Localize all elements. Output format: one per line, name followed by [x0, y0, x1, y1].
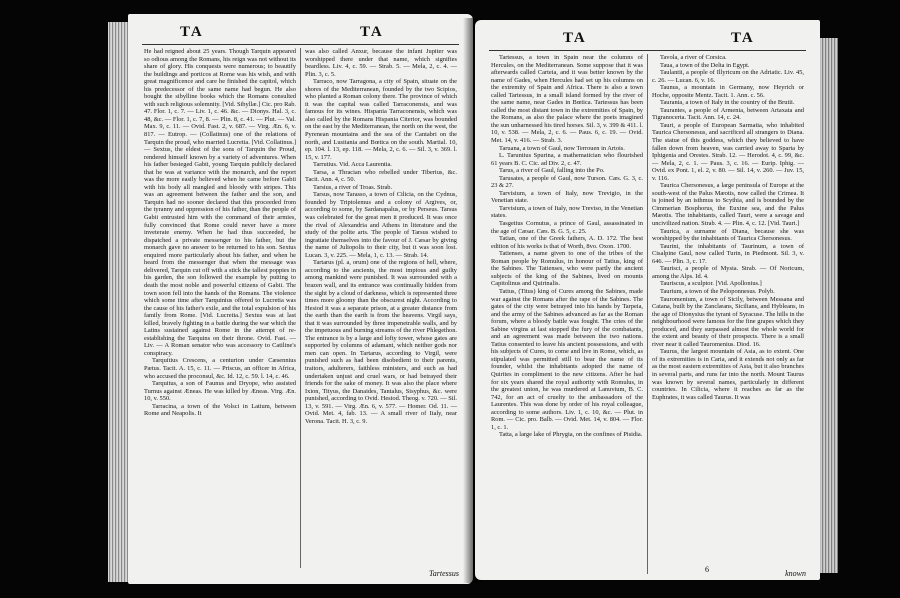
dictionary-entry: Taurini, the inhabitants of Taurinum, a town of Cisalpine Gaul, now called Turin, in Piedmont. Sil. 3, v. 646. — Plin. 3, c. 17. [652, 242, 804, 265]
right-page-edges [818, 38, 838, 573]
left-page-edges [108, 22, 130, 582]
dictionary-entry: Tarquitius Crescens, a centurion under Cæsennius Pætus. Tacit. A. 15, c. 11. — Priscus, an officer in Africa, who accused the proconsul, &c. Id. 12, c. 59. l. 14, c. 46. [144, 357, 296, 380]
left-head-rule [142, 44, 459, 45]
right-head-right: TA [731, 30, 755, 46]
right-col-1 [491, 54, 643, 574]
left-head-right: TA [360, 24, 384, 40]
dictionary-entry: Tartarus (pl. a, orum) one of the regions of hell, where, according to the ancients, the most impious and guilty among mankind were punished. It was surrounded with a brazen wall, and its entrance was continually hidden from the sight by a cloud of darkness, which is represented three times more gloomy than the obscurest night. According to Hesiod it was a separate prison, at a greater distance from the earth than the earth is from the heavens. Virgil says, that it was surrounded by three impenetrable walls, and by the impetuous and burning streams of the river Phlegethon. The entrance is by a large and lofty tower, whose gates are supported by columns of adamant, which neither gods nor men can open. In Tartarus, according to Virgil, were punished such as had been disobedient to their parents, traitors, adulterers, faithless ministers, and such as had undertaken unjust and cruel wars, or had betrayed their friends for the sake of money. It was also the place where Ixion, Tityus, the Danaides, Tantalus, Sisyphus, &c. were punished, according to Ovid. Hesiod. Theog. v. 720. — Sil. 13, v. 591. — Virg. Æn. 6, v. 577. — Homer. Od. 11. — Ovid. Met. 4, fab. 13. — A small river of Italy, near Verona. Tacit. H. 3, c. 9. [305, 259, 457, 425]
open-book [108, 8, 838, 588]
left-head-left: TA [180, 24, 204, 40]
dictionary-entry: Taurus, the largest mountain of Asia, as to extent. One of its extremities is in Caria, and it extends not only as far as the most eastern extremities of Asia, but it also branches in several parts, and runs far into the north. Mount Taurus was known by several names, particularly in different countries. In Cilicia, where it reaches as far as the Euphrates, it was called Taurus. It was [652, 348, 804, 401]
dictionary-entry: Tarquitus, a son of Faunus and Dryope, who assisted Turnus against Æneas. He was killed by Æneas. Virg. Æn. 10, v. 550. [144, 380, 296, 403]
left-page [128, 14, 473, 584]
right-column-divider [647, 54, 648, 574]
dictionary-entry: Taurisci, a people of Mysia. Strab. — Of Noricum, among the Alps. Id. 4. [652, 265, 804, 280]
dictionary-entry: Taurica, a surname of Diana, because she was worshipped by the inhabitants of Taurica Chersonesus. [652, 227, 804, 243]
dictionary-entry: Tauri, a people of European Sarmatia, who inhabited Taurica Chersonesus, and sacrificed all strangers to Diana. The statue of this goddess, which they believed to have fallen down from heaven, was carried away to Sparta by Iphigenia and Orestes. Strab. 12. — Herodot. 4, c. 99, &c. — Mela, 2, c. 1. — Paus. 3, c. 16. — Eurip. Iphig. — Ovid. ex Pont. 1, el. 2, v. 80. — Sil. 14, v. 260. — Juv. 15, v. 116. [652, 121, 804, 182]
dictionary-entry: Tartessus, a town in Spain near the columns of Hercules, on the Mediterranean. Some suppose that it was afterwards called Carteia, and it was better known by the name of Gades, when Hercules had set up his columns on the extremity of Spain and Africa. There is also a town called Tartessus, in a small island formed by the river of the same name, near Gades in Bœtica. Tartessus has been called the most distant town in the extremities of Spain, by the Romans, as also the palace where the poets imagined the sun unharnessed his tired horses. Sil. 3, v. 399 & 411. l. 10, v. 538. — Mela, 2, c. 6. — Paus. 6, c. 19. — Ovid. Met. 14, v. 416. — Strab. 3. [491, 54, 643, 145]
dictionary-entry: Tatta, a large lake of Phrygia, on the confines of Pisidia. [499, 431, 643, 439]
left-column-divider [300, 48, 301, 568]
dictionary-entry: Tauriscus, a sculptor. [Vid. Apollonius.] [660, 280, 762, 288]
right-head-rule [489, 50, 806, 51]
dictionary-entry: L. Taruntius Spurina, a mathematician who flourished 61 years B. C. Cic. ad Div. 2, c. 47. [491, 152, 643, 167]
dictionary-entry: Tarus, a river of Gaul, falling into the Po. [499, 167, 605, 175]
dictionary-entry: Taua, a town of the Delta in Egypt. [660, 61, 750, 69]
dictionary-entry: Tarvisium, a town of Italy, now Trevigio, in the Venetian state. [491, 189, 643, 205]
dictionary-entry: Taruana, a town of Gaul, now Terrouen in Artois. [499, 144, 625, 152]
dictionary-entry: Tarsa, a Thracian who rebelled under Tiberius, &c. Tacit. Ann. 4, c. 50. [305, 168, 457, 184]
dictionary-entry: Taurania, a town of Italy in the country of the Brutii. [660, 99, 795, 107]
right-col-2 [652, 54, 804, 574]
right-catchword: known [785, 569, 806, 578]
left-col-2 [305, 48, 457, 568]
dictionary-entry: Taurica Chersonesus, a large peninsula of Europe at the south-west of the Palus Mæotis, now called the Crimea. It is joined by an isthmus to Scythia, and is bounded by the Cimmerian Bosphorus, the Euxine sea, and the Palus Mæotis. The inhabitants, called Tauri, were a savage and uncivilized nation. Strab. 4. — Plin. 4, c. 12. [Vid. Tauri.] [652, 182, 804, 228]
dictionary-entry: Taulantii, a people of Illyricum on the Adriatic. Liv. 45, c. 26. — Lucan. 6, v. 16. [652, 69, 804, 84]
dictionary-entry: Tarsius, a river of Troas. Strab. [313, 183, 393, 191]
dictionary-entry: was also called Anxur, because the infant Jupiter was worshipped there under that name, which signifies beardless. Liv. 4, c. 59. — Strab. 5. — Mela, 2, c. 4. — Plin. 3, c. 5. [305, 48, 457, 78]
dictionary-entry: Taurium, a town of the Peloponnesus. Polyb. [660, 287, 775, 295]
dictionary-entry: Tatius, (Titus) king of Cures among the Sabines, made war against the Romans after the rape of the Sabines. The gates of the city were betrayed into his hands by Tarpeia, and the army of the Sabines advanced as far as the Roman forum, where a bloody battle was fought. The cries of the Sabine virgins at last stopped the fury of the combatants, and an agreement was made between the two nations. Tatius consented to leave his ancient possessions, and with his subjects of Cures, to come and live in Rome, which, as stipulated was permitted still to bear the name of its founder, whilst the inhabitants adopted the name of Quirites in compliment to the new citizens. After he had for six years shared the royal authority with Romulus, in the greatest union, he was murdered at Lanuvium, B. C. 742, for an act of cruelty to the ambassadors of the Laurentes. This was done by order of his royal colleague, according to some authors. Liv. 1, c. 10, &c. — Plut. in Rom. — Cic. pro. Balb. — Ovid. Met. 14, v. 804. — Flor. 1, c. 1. [491, 287, 643, 431]
dictionary-entry: Tarrutius. Vid. Acca Laurentia. [313, 161, 392, 169]
dictionary-entry: Tarsus, now Tarasso, a town of Cilicia, on the Cydnus, founded by Triptolemus and a colony of Argives, or, according to some, by Sardanapalus, or by Perseus. Tarsus was celebrated for the great men it produced. It was once the rival of Alexandria and Athens in literature and the study of the polite arts. The people of Tarsus wished to ingratiate themselves into the favour of J. Cæsar by giving the name of Juliopolis to their city, but it was soon lost. Lucan. 3, v. 225. — Mela, 1, c. 13. — Strab. 14. [305, 191, 457, 259]
dictionary-entry: Tauromenium, a town of Sicily, between Messana and Catana, built by the Zanclæans, Sicilians, and Hybleans, in the age of Dionysius the tyrant of Syracuse. The hills in the neighbourhood were famous for the fine grapes which they produced, and they surpassed almost the whole world for the extent and beauty of their prospects. There is a small river near it called Tauromenius. Diod. 16. [652, 295, 804, 348]
dictionary-entry: Tatian, one of the Greek fathers, A. D. 172. The best edition of his works is that of Worth, 8vo. Oxon. 1700. [491, 235, 643, 250]
dictionary-entry: Tarusates, a people of Gaul, now Turson. Cæs. G. 3, c. 23 & 27. [491, 174, 643, 190]
dictionary-entry: Tarracina, a town of the Volsci in Latium, between Rome and Neapolis. It [144, 402, 296, 418]
right-page [475, 20, 820, 580]
left-col-1 [144, 48, 296, 568]
dictionary-entry: Tavola, a river of Corsica. [660, 54, 727, 61]
dictionary-entry: Taunus, a mountain in Germany, now Heyrich or Hoche, opposite Mentz. Tacit. 1. Ann. c. 56. [652, 84, 804, 99]
dictionary-entry: He had reigned about 25 years. Though Tarquin appeared so odious among the Romans, his reign was not without its share of glory. His conquests were numerous; to beautify the buildings and porticos at Rome was his wish, and with great magnificence and care he finished the capitol, which his predecessor of the same name had begun. He also bought the sibylline books which the Romans consulted with such religious solemnity. [Vid. Sibyllæ.] Cic. pro Rab. 47. Flor. 1, c. 7. — Liv. 1, c. 46. &c. — Dionys. Hal. 3, c. 48, &c. — Flor. 1, c. 7, 8. — Plin. 8, c. 41. — Plut. — Val. Max. 9, c. 11. — Ovid. Fast. 2, v. 687. — Virg. Æn. 6, v. 817. — Eutrop. — (Collatinus) one of the relations of Tarquin the proud, who married Lucretia. [Vid. Collatinus.] — Sextus, the eldest of the sons of Tarquin the Proud, rendered himself known by a variety of adventures. When his father besieged Gabii, young Tarquin publicly declared that he was at variance with the monarch, and the report was the more easily believed when he came before Gabii with his body all mangled and bloody with stripes. This was an agreement between the father and the son, and Tarquin had no sooner declared that this proceeded from the tyranny and oppression of his father, than the people of Gabii entrusted him with the command of their armies, fully convinced that Rome could never have a more inveterate enemy. When he had thus succeeded, he dispatched a private messenger to his father, but the monarch gave no answer to be returned to his son. Sextus enquired more particularly about his father, and when he heard from the messenger that when the message was delivered, Tarquin cut off with a stick the tallest poppies in his garden, the son followed the example by putting to death the most noble and powerful citizens of Gabii. The town soon fell into the hands of the Romans. The violence which some time after Tarquinius offered to Lucretia was the cause of his father's exile, and the total expulsion of his family from Rome. [Vid. Lucretia.] Sextus was at last killed, bravely fighting in a battle during the war which the Latins sustained against Rome in the attempt of re-establishing the Tarquins on their throne. Ovid. Fast. — Liv. — A Roman senator who was accessory to Catiline's conspiracy. [144, 48, 296, 357]
dictionary-entry: Tarvisium, a town of Italy, now Treviso, in the Venetian states. [491, 204, 643, 220]
right-head-left: TA [563, 30, 587, 46]
left-running-head [128, 24, 473, 42]
page-number: 6 [705, 565, 709, 574]
dictionary-entry: Taurantes, a people of Armenia, between Artaxata and Tigranocerta. Tacit. Ann. 14, c. 24. [652, 106, 804, 122]
dictionary-entry: Tasgetius Cornutus, a prince of Gaul, assassinated in the age of Cæsar. Cæs. B. G. 5, c. 25. [491, 220, 643, 235]
dictionary-entry: Tarraco, now Tarragona, a city of Spain, situate on the shores of the Mediterranean, founded by the two Scipios, who planted a Roman colony there. The province of which it was the capital was called Tarraconensis, and was famous for its wines. Hispania Tarraconensis, which was also called by the Romans Hispania Citerior, was bounded on the east by the Mediterranean, the north on the west, the Pyrenean mountains and the sea of the Cantabri on the north, and Lusitania and Bœtica on the south. Martial. 10, ep. 104. l. 13, ep. 118. — Mela, 2, c. 6. — Sil. 3, v. 369. l. 15, v. 177. [305, 78, 457, 161]
dictionary-entry: Tatienses, a name given to one of the tribes of the Roman people by Romulus, in honour of Tatius, king of the Sabines. The Tatienses, who were partly the ancient subjects of the king of the Sabines, lived on mounts Capitolinus and Quirinalis. [491, 250, 643, 288]
right-running-head [475, 30, 820, 48]
left-catchword: Tartessus [429, 569, 459, 578]
